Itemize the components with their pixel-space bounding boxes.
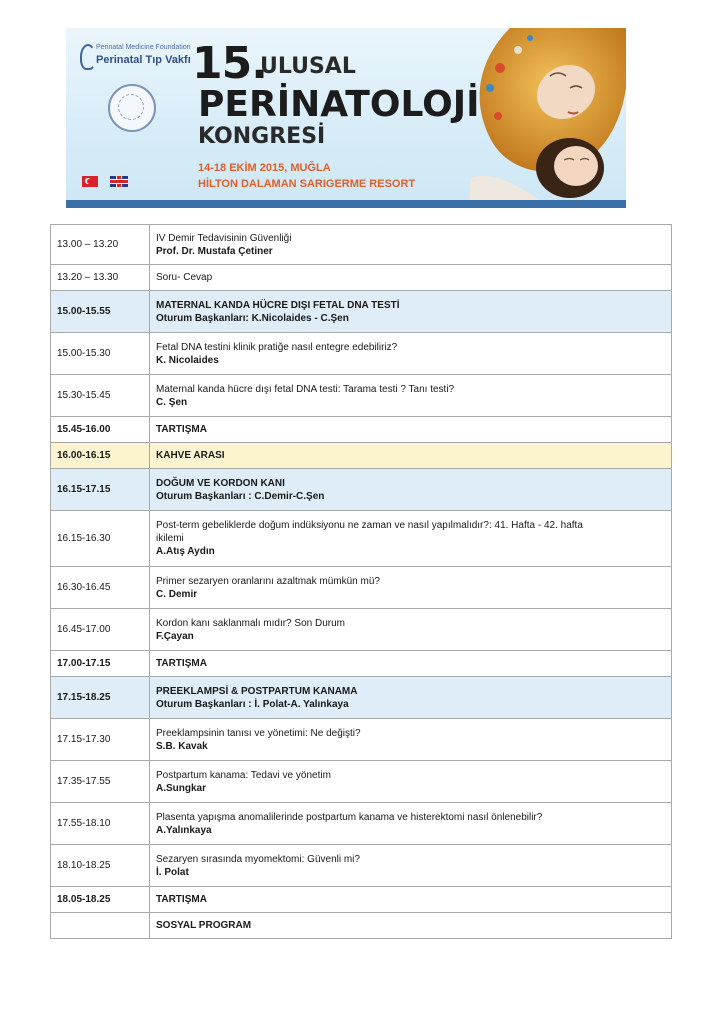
speaker-name: F.Çayan bbox=[156, 630, 194, 642]
schedule-row bbox=[51, 567, 672, 609]
time-label: 16.15-17.15 bbox=[57, 484, 111, 495]
schedule-row bbox=[51, 609, 672, 651]
session-time bbox=[51, 469, 150, 511]
session-topic: PREEKLAMPSİ & POSTPARTUM KANAMA bbox=[156, 685, 358, 697]
session-topic: KAHVE ARASI bbox=[156, 450, 225, 461]
speaker-name: A.Sungkar bbox=[156, 782, 207, 794]
session-topic: TARTIŞMA bbox=[156, 894, 207, 905]
schedule-row bbox=[51, 803, 672, 845]
session-topic: IV Demir Tedavisinin Güvenliği bbox=[156, 232, 292, 244]
congress-title-kongresi: KONGRESİ bbox=[198, 124, 326, 149]
speaker-name: A.Yalınkaya bbox=[156, 824, 212, 836]
turkish-flag-icon[interactable] bbox=[82, 176, 98, 187]
time-label: 18.05-18.25 bbox=[57, 894, 111, 905]
session-content bbox=[150, 333, 672, 375]
program-schedule-table bbox=[50, 224, 672, 939]
session-time bbox=[51, 375, 150, 417]
schedule-row bbox=[51, 443, 672, 469]
time-label: 17.00-17.15 bbox=[57, 658, 111, 669]
session-topic: Primer sezaryen oranlarını azaltmak mümkün mü? bbox=[156, 575, 380, 587]
congress-venue: HİLTON DALAMAN SARIGERME RESORT bbox=[198, 178, 416, 190]
time-label: 13.00 – 13.20 bbox=[57, 239, 119, 250]
congress-banner bbox=[66, 28, 626, 206]
session-content bbox=[150, 761, 672, 803]
speaker-name: Oturum Başkanları: K.Nicolaides - C.Şen bbox=[156, 312, 349, 324]
time-label: 17.15-17.30 bbox=[57, 734, 111, 745]
speaker-name: A.Atış Aydın bbox=[156, 546, 215, 557]
schedule-row bbox=[51, 677, 672, 719]
congress-dates: 14-18 EKİM 2015, MUĞLA bbox=[198, 162, 331, 174]
session-time bbox=[51, 567, 150, 609]
session-time bbox=[51, 719, 150, 761]
session-content bbox=[150, 609, 672, 651]
banner-bottom-bar bbox=[66, 200, 626, 208]
time-label: 15.30-15.45 bbox=[57, 390, 111, 401]
session-time bbox=[51, 511, 150, 567]
schedule-row bbox=[51, 719, 672, 761]
session-time bbox=[51, 225, 150, 265]
schedule-row bbox=[51, 225, 672, 265]
foundation-name-en: Perinatal Medicine Foundation bbox=[96, 44, 191, 51]
session-topic: Fetal DNA testini klinik pratiğe nasıl entegre edebiliriz? bbox=[156, 341, 398, 353]
time-label: 18.10-18.25 bbox=[57, 860, 111, 871]
time-label: 16.00-16.15 bbox=[57, 450, 111, 461]
speaker-name: Oturum Başkanları : C.Demir-C.Şen bbox=[156, 490, 325, 502]
speaker-name: K. Nicolaides bbox=[156, 354, 219, 366]
session-content bbox=[150, 511, 672, 567]
session-topic: Maternal kanda hücre dışı fetal DNA testi: Tarama testi ? Tanı testi? bbox=[156, 383, 455, 395]
time-label: 16.45-17.00 bbox=[57, 624, 111, 635]
time-label: 17.15-18.25 bbox=[57, 692, 111, 703]
time-label: 16.15-16.30 bbox=[57, 533, 111, 544]
session-topic: Post-term gebeliklerde doğum indüksiyonu ne zaman ve nasıl yapılmalıdır?: 41. Hafta - 42. hafta bbox=[156, 520, 583, 531]
foundation-mark-icon bbox=[80, 44, 96, 70]
session-content bbox=[150, 677, 672, 719]
session-content bbox=[150, 225, 672, 265]
session-time bbox=[51, 913, 150, 939]
session-content bbox=[150, 265, 672, 291]
speaker-name: C. Şen bbox=[156, 396, 188, 408]
session-time bbox=[51, 333, 150, 375]
speaker-name: S.B. Kavak bbox=[156, 740, 208, 752]
session-content bbox=[150, 567, 672, 609]
session-topic: Kordon kanı saklanmalı mıdır? Son Durum bbox=[156, 617, 345, 629]
session-time bbox=[51, 651, 150, 677]
session-time bbox=[51, 265, 150, 291]
speaker-name: İ. Polat bbox=[156, 866, 189, 878]
time-label: 17.35-17.55 bbox=[57, 776, 111, 787]
session-topic: TARTIŞMA bbox=[156, 424, 207, 435]
session-time bbox=[51, 609, 150, 651]
session-content bbox=[150, 803, 672, 845]
time-label: 13.20 – 13.30 bbox=[57, 272, 119, 283]
session-time bbox=[51, 417, 150, 443]
session-topic: DOĞUM VE KORDON KANI bbox=[156, 477, 285, 489]
schedule-row bbox=[51, 265, 672, 291]
schedule-row bbox=[51, 291, 672, 333]
session-topic: Sezaryen sırasında myomektomi: Güvenli mi? bbox=[156, 853, 360, 865]
session-content bbox=[150, 845, 672, 887]
time-label: 17.55-18.10 bbox=[57, 818, 111, 829]
congress-title-ulusal: ULUSAL bbox=[260, 54, 356, 79]
session-time bbox=[51, 443, 150, 469]
congress-title-main: PERİNATOLOJİ bbox=[198, 84, 480, 125]
congress-number: 15. bbox=[192, 38, 267, 89]
session-content bbox=[150, 887, 672, 913]
mother-child-artwork bbox=[470, 28, 626, 206]
speaker-name: Prof. Dr. Mustafa Çetiner bbox=[156, 245, 273, 257]
time-label: 15.00-15.30 bbox=[57, 348, 111, 359]
session-content bbox=[150, 443, 672, 469]
schedule-row bbox=[51, 761, 672, 803]
session-time bbox=[51, 291, 150, 333]
session-topic: MATERNAL KANDA HÜCRE DIŞI FETAL DNA TESTİ bbox=[156, 299, 400, 311]
session-content bbox=[150, 375, 672, 417]
session-time bbox=[51, 803, 150, 845]
schedule-row bbox=[51, 913, 672, 939]
session-topic: TARTIŞMA bbox=[156, 658, 207, 669]
time-label: 15.45-16.00 bbox=[57, 424, 111, 435]
session-time bbox=[51, 677, 150, 719]
foundation-name-tr: Perinatal Tıp Vakfı bbox=[96, 54, 191, 66]
speaker-name: C. Demir bbox=[156, 588, 198, 600]
schedule-row bbox=[51, 469, 672, 511]
session-topic: ikilemi bbox=[156, 533, 184, 544]
schedule-row bbox=[51, 511, 672, 567]
schedule-row bbox=[51, 417, 672, 443]
session-topic: Plasenta yapışma anomalilerinde postpartum kanama ve histerektomi nasıl önlenebilir? bbox=[156, 811, 543, 823]
time-label: 15.00-15.55 bbox=[57, 306, 111, 317]
schedule-row bbox=[51, 651, 672, 677]
session-content bbox=[150, 651, 672, 677]
society-seal-icon bbox=[108, 84, 156, 132]
session-content bbox=[150, 469, 672, 511]
schedule-row bbox=[51, 887, 672, 913]
schedule-row bbox=[51, 333, 672, 375]
session-topic: Preeklampsinin tanısı ve yönetimi: Ne değişti? bbox=[156, 727, 361, 739]
session-time bbox=[51, 887, 150, 913]
session-topic: Soru- Cevap bbox=[156, 272, 213, 283]
schedule-row bbox=[51, 845, 672, 887]
speaker-name: Oturum Başkanları : İ. Polat-A. Yalınkaya bbox=[156, 698, 349, 710]
schedule-row bbox=[51, 375, 672, 417]
session-time bbox=[51, 761, 150, 803]
uk-flag-icon[interactable] bbox=[110, 176, 128, 187]
time-label: 16.30-16.45 bbox=[57, 582, 111, 593]
session-topic: SOSYAL PROGRAM bbox=[156, 920, 252, 931]
session-content bbox=[150, 417, 672, 443]
session-topic: Postpartum kanama: Tedavi ve yönetim bbox=[156, 769, 331, 781]
session-time bbox=[51, 845, 150, 887]
session-content bbox=[150, 913, 672, 939]
session-content bbox=[150, 291, 672, 333]
session-content bbox=[150, 719, 672, 761]
